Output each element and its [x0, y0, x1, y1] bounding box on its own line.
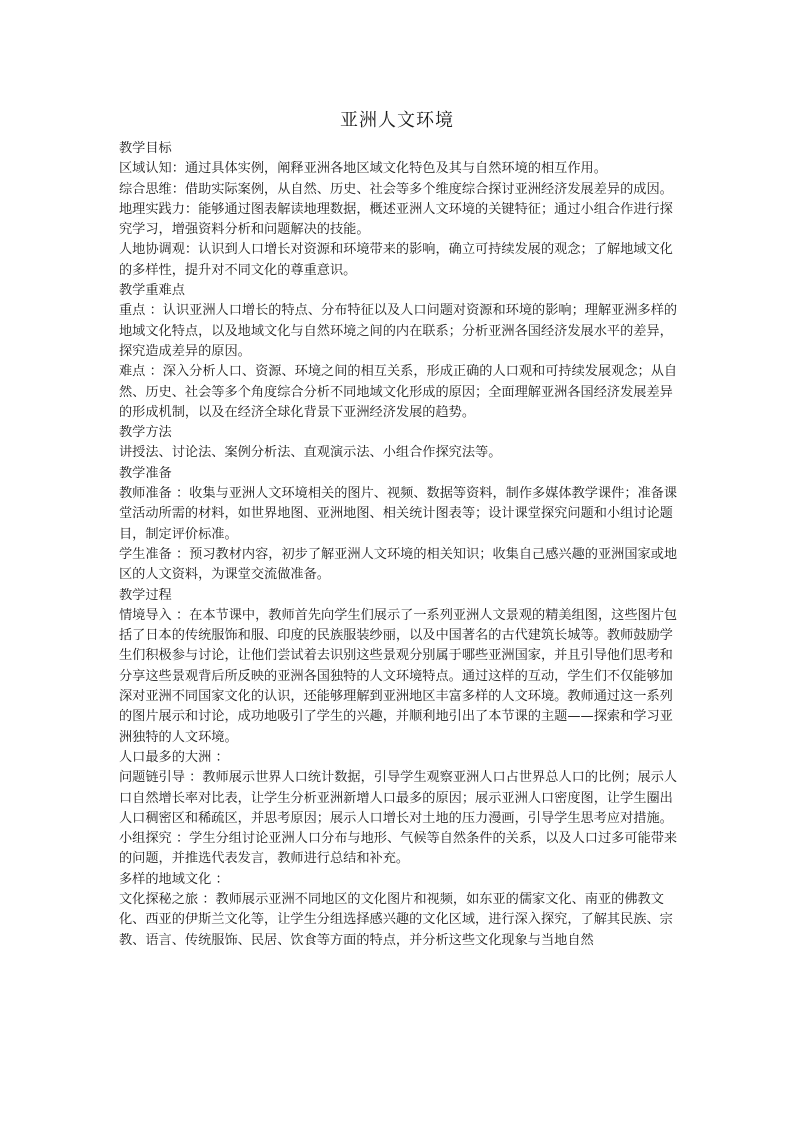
- body-paragraph: 人地协调观：认识到人口增长对资源和环境带来的影响，确立可持续发展的观念；了解地域文化的多样性，提升对不同文化的尊重意识。: [119, 242, 673, 278]
- body-paragraph: 情境导入 ：在本节课中，教师首先向学生们展示了一系列亚洲人文景观的精美组图，这些图片包括了日本的传统服饰和服、印度的民族服装纱丽，以及中国著名的古代建筑长城等。教师鼓励学生们积极参与讨论，让他们尝试着去识别这些景观分别属于哪些亚洲国家，并且引导他们思考和分享这些景观背后所反映的亚洲各国独特的人文环境特点。通过这样的互动，学生们不仅能够加深对亚洲不同国家文化的认识，还能够理解到亚洲地区丰富多样的人文环境。教师通过这一系列的图片展示和讨论，成功地吸引了学生的兴趣，并顺利地引出了本节课的主题——探索和学习亚洲独特的人文环境。: [119, 607, 678, 745]
- section-heading: 人口最多的大洲 ：: [119, 749, 229, 765]
- body-paragraph: 地理实践力：能够通过图表解读地理数据，概述亚洲人文环境的关键特征；通过小组合作进行探究学习，增强资料分析和问题解决的技能。: [119, 201, 673, 238]
- body-paragraph: 讲授法、讨论法、案例分析法、直观演示法、小组合作探究法等。: [119, 445, 502, 461]
- body-paragraph: 问题链引导 ：教师展示世界人口统计数据，引导学生观察亚洲人口占世界总人口的比例；展示人口自然增长率对比表，让学生分析亚洲新增人口最多的原因；展示亚洲人口密度图，让学生圈出人口稠密区和稀疏区，并思考原因；展示人口增长对土地的压力漫画，引导学生思考应对措施。: [119, 770, 678, 826]
- document-title: 亚洲人文环境: [340, 110, 454, 131]
- section-heading: 教学过程: [119, 587, 172, 603]
- body-paragraph: 重点 ：认识亚洲人口增长的特点、分布特征以及人口问题对资源和环境的影响；理解亚洲多样的地域文化特点，以及地域文化与自然环境之间的内在联系；分析亚洲各国经济发展水平的差异，探究造成差异的原因。: [119, 303, 678, 359]
- body-paragraph: 教师准备 ：收集与亚洲人文环境相关的图片、视频、数据等资料，制作多媒体教学课件；准备课堂活动所需的材料，如世界地图、亚洲地图、相关统计图表等；设计课堂探究问题和小组讨论题目，制定评价标准。: [119, 486, 678, 542]
- section-heading: 多样的地域文化 ：: [119, 871, 229, 887]
- section-heading: 教学重难点: [119, 283, 185, 299]
- section-heading: 教学方法: [119, 425, 172, 441]
- body-paragraph: 难点 ：深入分析人口、资源、环境之间的相互关系，形成正确的人口观和可持续发展观念；从自然、历史、社会等多个角度综合分析不同地域文化形成的原因；全面理解亚洲各国经济发展差异的形成机制，以及在经济全球化背景下亚洲经济发展的趋势。: [119, 364, 678, 420]
- section-heading: 教学准备: [119, 465, 172, 481]
- body-paragraph: 区域认知：通过具体实例，阐释亚洲各地区域文化特色及其与自然环境的相互作用。: [119, 161, 607, 177]
- section-heading: 教学目标: [119, 141, 172, 156]
- document-body: [119, 139, 679, 951]
- body-paragraph: 文化探秘之旅 ：教师展示亚洲不同地区的文化图片和视频，如东亚的儒家文化、南亚的佛教文化、西亚的伊斯兰文化等，让学生分组选择感兴趣的文化区域，进行深入探究，了解其民族、宗教、语言、传统服饰、民居、饮食等方面的特点，并分析这些文化现象与当地自然: [119, 891, 673, 948]
- body-paragraph: 学生准备 ：预习教材内容，初步了解亚洲人文环境的相关知识；收集自己感兴趣的亚洲国家或地区的人文资料，为课堂交流做准备。: [119, 546, 678, 583]
- body-paragraph: 小组探究 ：学生分组讨论亚洲人口分布与地形、气候等自然条件的关系，以及人口过多可能带来的问题，并推选代表发言，教师进行总结和补充。: [119, 831, 678, 867]
- body-paragraph: 综合思维：借助实际案例，从自然、历史、社会等多个维度综合探讨亚洲经济发展差异的成因。: [119, 181, 673, 197]
